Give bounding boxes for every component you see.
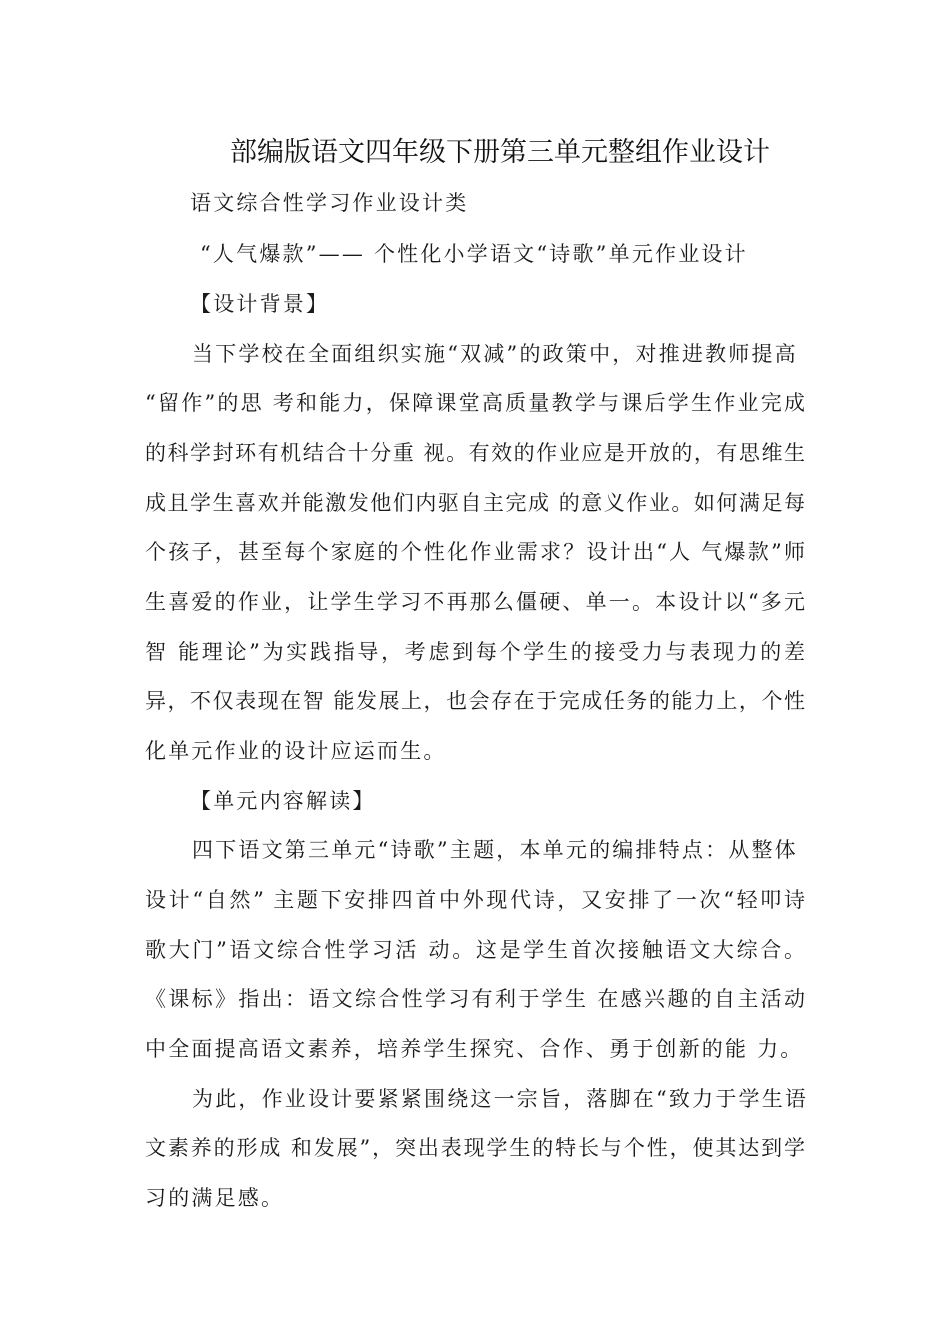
paragraph-line: 四下语文第三单元“诗歌”主题，本单元的编排特点：从整体 (192, 838, 798, 862)
category-label: 语文综合性学习作业设计类 (190, 191, 469, 215)
paragraph-line: 设计“自然” 主题下安排四首中外现代诗，又安排了一次“轻叩诗 (145, 888, 805, 912)
paragraph-line: 化单元作业的设计应运而生。 (145, 739, 447, 763)
paragraph-line: 中全面提高语文素养，培养学生探究、合作、勇于创新的能 力。 (145, 1037, 804, 1061)
document-title: 部编版语文四年级下册第三单元整组作业设计 (230, 137, 770, 168)
paragraph-line: 智 能理论”为实践指导，考虑到每个学生的接受力与表现力的差 (145, 640, 805, 664)
paragraph-line: 生喜爱的作业，让学生学习不再那么僵硬、单一。本设计以“多元 (145, 590, 805, 614)
paragraph-line: 的科学封环有机结合十分重 视。有效的作业应是开放的，有思维生 (145, 441, 805, 465)
section-heading-unit-content: 【单元内容解读】 (190, 789, 376, 813)
paragraph-line: 习的满足感。 (145, 1186, 285, 1210)
paragraph-line: 个孩子，甚至每个家庭的个性化作业需求？设计出“人 气爆款”师 (145, 540, 805, 564)
subtitle: “人气爆款”—— 个性化小学语文“诗歌”单元作业设计 (200, 242, 748, 266)
paragraph-line: 异，不仅表现在智 能发展上，也会存在于完成任务的能力上，个性 (145, 689, 805, 713)
paragraph-line: 《课标》指出：语文综合性学习有利于学生 在感兴趣的自主活动 (145, 987, 805, 1011)
paragraph-line: 文素养的形成 和发展”，突出表现学生的特长与个性，使其达到学 (145, 1136, 805, 1160)
section-heading-background: 【设计背景】 (190, 292, 330, 316)
paragraph-line: 为此，作业设计要紧紧围绕这一宗旨，落脚在“致力于学生语 (192, 1087, 809, 1111)
paragraph-line: 歌大门”语文综合性学习活 动。这是学生首次接触语文大综合。 (145, 938, 805, 962)
paragraph-line: 当下学校在全面组织实施“双减”的政策中，对推进教师提高 (192, 342, 798, 366)
paragraph-line: “留作”的思 考和能力，保障课堂高质量教学与课后学生作业完成 (145, 391, 805, 415)
paragraph-line: 成且学生喜欢并能激发他们内驱自主完成 的意义作业。如何满足每 (145, 491, 805, 515)
